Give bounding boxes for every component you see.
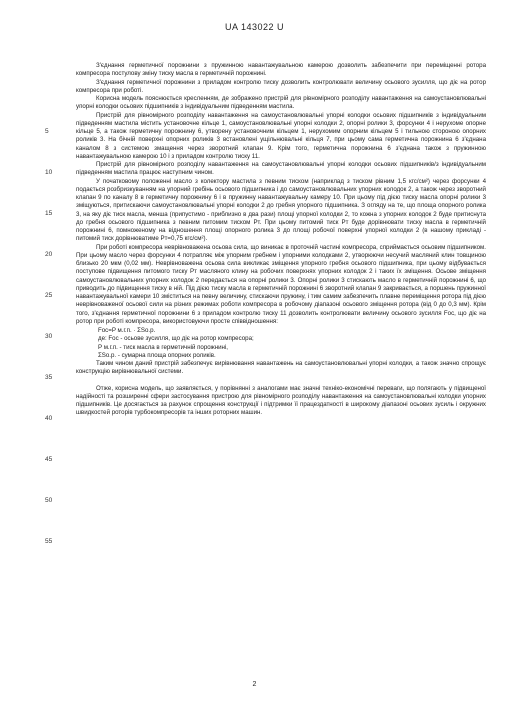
- formula: Fос=P м.г.п. · ΣSо.р.: [98, 327, 156, 334]
- line-number: 20: [45, 251, 53, 258]
- where-item: де: Fос - осьове зусилля, що діє на ротор компресора;: [98, 335, 254, 343]
- line-number: 40: [45, 415, 53, 422]
- paragraph: При роботі компресора неврівноважена осьова сила, що виникає в проточній частині компресора, сприймається осьовим підшипником. При цьому масло через форсунки 4 потрапляє між упорним гребнем і упорними колодками 2, утворюючи несучий масляний клин товщиною близько 20 мкм (0,02 мм). Неврівноважена осьова сила викликає зміщення упорного гребня осьового підшипника, при цьому відбувається поступове підвищення питомого тиску Pт масляного клину на робочих поверхнях упорних колодок 2 і таких їх зміщення. Осьове зміщення самоустановлювальних упорних колодок 2 передається на опорні ролики 3. Опорні ролики 3 стискають масло в герметичній порожнині 6, що приводить до підвищення тиску в ній. Під дією тиску масла в герметичній порожнині 6 зворотний клапан 9 закривається, а поршень пружинної навантажувальної камери 10 зміститься на певну величину, стискаючи пружину, і тим самим забезпечить плавне переміщення ротора під дією неврівноваженої осьової сили на різних режимах роботи компресора в робочому діапазоні осьового зміщення ротора (від 0 до 0,3 мм). Крім того, з'єднання герметичної порожнини 6 з приладом контролю тиску 11 дозволить контролювати величину осьового зусилля Fос, що діє на ротор при роботі компресора, використовуючи просте співвідношення:: [76, 243, 486, 325]
- paragraph: З'єднання герметичної порожнини з пружинною навантажувальною камерою дозволить забезпечити при переміщенні ротора компресора постулову зміну тиску масла в герметичній порожнині.: [76, 62, 486, 78]
- line-number: 25: [45, 292, 53, 299]
- paragraph: Пристрій для рівномірного розподілу навантаження на самоустановлювальні упорні колодки осьових підшипників з індивідуальним підведенням мастила містить установочне кільце 1, самоустановлювальні упорні колодки 2, опорні ролики 3, форсунки 4 і нерухоме опорне кільце 5, а також герметичну порожнину 6, утворену установочним кільцем 1, нерухомим опорним кільцем 5 і тильною стороною опорних роликів 3. На бічній поверхні опорних роликів 3 встановлені ущільнювальні кільця 7, при цьому сама герметична порожнина 6 з'єднана каналом 8 з системою змащення через зворотний клапан 9. Крім того, герметична порожнина 6 з'єднана також з пружинною навантажувальною камерою 10 і з приладом контролю тиску 11.: [76, 111, 486, 160]
- patent-number: UA 143022 U: [224, 22, 285, 32]
- line-number: 50: [45, 497, 53, 504]
- line-number: 5: [45, 128, 49, 135]
- page-number: 2: [252, 681, 257, 688]
- paragraph: Таким чином даний пристрій забезпечує вирівнювання навантажень на самоустановлювальні упорні колодки, а також значно спрощує конструкцію вирівнювальної системи.: [76, 360, 486, 376]
- where-item: ΣSо.р. - сумарна площа опорних роликів.: [98, 351, 216, 359]
- line-number: 45: [45, 456, 53, 463]
- paragraph: З'єднання герметичної порожнини з приладом контролю тиску дозволить контролювати величину осьового зусилля, що діє на ротор компресора при роботі.: [76, 78, 486, 94]
- paragraph: Пристрій для рівномірного розподілу навантаження на самоустановлювальні упорні колодки осьових підшипників/з індивідуальним підведенням мастила працює наступним чином.: [76, 161, 486, 177]
- line-number: 15: [45, 210, 53, 217]
- paragraph: Отже, корисна модель, що заявляється, у порівнянні з аналогами має значні техніко-економічні переваги, що полягають у підвищеної надійності та розширенні сфери застосування пристрою для рівномірного розподілу навантаження на самоустановлювальні колодки упорних підшипників. Це досягається за рахунок спрощення конструкції і підтримки її працездатності в широкому діапазоні осьових зусиль і окружних швидкостей роторів турбокомпресорів та інших роторних машин.: [76, 384, 486, 417]
- line-number: 30: [45, 333, 53, 340]
- body-text: [76, 62, 486, 418]
- paragraph: У початковому положенні масло з колектору мастила з певним тиском (наприклад з тиском рівним 1,5 кгс/см²) через форсунки 4 подається розбризкуванням на упорний гребінь осьового підшипника і до самоустановлювальних упорних колодок 2, а також через зворотний клапан 9 по каналу 8 в герметичну порожнину 6 і в пружинну навантажувальну камеру 10. При цьому під дією тиску масла опорні ролики 3 зміщуються, притискаючи самоустановлювальні упорні колодки 2 до гребня упорного підшипника. З огляду на те, що площа опорного ролика 3, на яку діє тиск масла, менша (припустимо - приблизно в два рази) площі упорної колодки 2, то кожна з упорних колодок 2 буде притиснута до гребня осьового підшипника з певним питомим тиском Pт. При цьому питомий тиск Pт буде дорівнювати тиску масла в герметичній порожнині 6, помноженому на відношення площі опорного ролика 3 до площі робочої поверхні упорної колодки 2 (в нашому прикладі - питомий тиск дорівнюватиме Pт=0,75 кгс/см²).: [76, 177, 486, 243]
- paragraph: Корисна модель пояснюється кресленням, де зображено пристрій для рівномірного розподілу навантаження на самоустановлювальні упорні колодки осьових підшипників з індивідуальним підведенням мастила.: [76, 95, 486, 111]
- where-item: P м.г.п. - тиск масла в герметичній порожнині,: [98, 343, 228, 351]
- line-number: 55: [45, 538, 53, 545]
- line-number: 35: [45, 374, 53, 381]
- line-number: 10: [45, 169, 53, 176]
